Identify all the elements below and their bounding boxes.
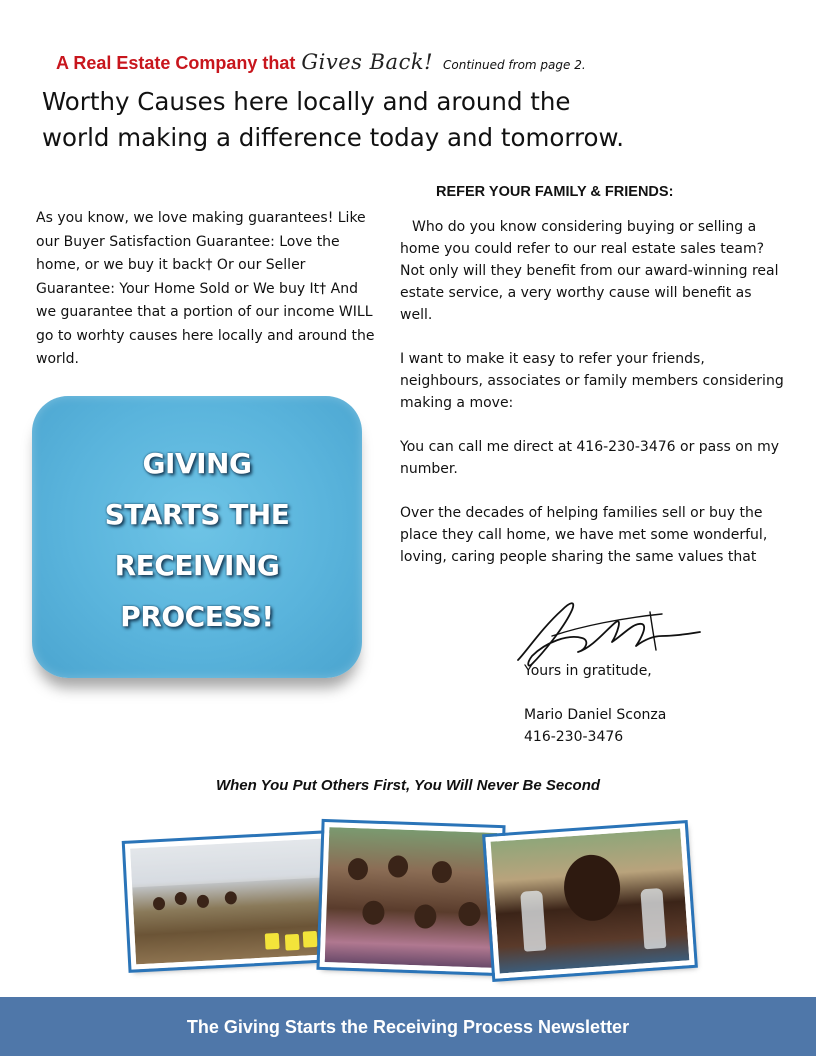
photo-child — [458, 902, 481, 927]
photo-bottle — [640, 888, 666, 949]
photo-children-at-well — [125, 832, 351, 969]
guarantees-paragraph: As you know, we love making guarantees! Like our Buyer Satisfaction Guarantee: Love the home, or we buy it back† Or our Seller Guarantee: Your Home Sold or We buy It† And we guarantee that a portion of our income WILL go to worhty causes here locally and around the world. — [36, 210, 375, 367]
photo-child — [388, 855, 409, 878]
photo-child — [174, 892, 187, 906]
giving-card — [32, 396, 362, 678]
refer-paragraph-1: Who do you know considering buying or selling a home you could refer to our real estate sales team? Not only will they benefit from our award-winning real estate service, a very worthy cause will benefit as well. — [400, 219, 779, 323]
giving-card-text: GIVING STARTS THE RECEIVING PROCESS! — [104, 447, 290, 633]
photo-jug — [303, 931, 318, 948]
refer-paragraph-2: I want to make it easy to refer your friends, neighbours, associates or family members considering making a move: — [400, 351, 784, 411]
closing-text: Yours in gratitude, — [524, 663, 652, 679]
footer-text: The Giving Starts the Receiving Process Newsletter — [186, 1017, 630, 1037]
refer-body — [400, 216, 784, 590]
gives-back-text: Gives Back! — [301, 50, 434, 74]
photo-child — [348, 858, 369, 881]
photo-jug — [265, 933, 280, 950]
photo-child — [362, 900, 385, 925]
photo-child — [414, 904, 437, 929]
photo-child — [197, 895, 210, 909]
photo-bottle — [520, 890, 546, 951]
photo-child — [432, 861, 453, 884]
refer-paragraph-4: Over the decades of helping families sell or buy the place they call home, we have met some wonderful, loving, caring people sharing the same values that — [400, 505, 768, 565]
photo-jug — [285, 934, 300, 951]
continued-note: Continued from page 2. — [443, 58, 586, 72]
refer-paragraph-3: You can call me direct at 416-230-3476 or pass on my number. — [400, 439, 780, 477]
footer-bar — [0, 997, 816, 1056]
photo-child — [153, 897, 166, 911]
brand-text: A Real Estate Company that — [56, 53, 296, 73]
page-headline — [42, 84, 782, 156]
photo-child — [562, 853, 622, 923]
header-line — [56, 50, 586, 74]
photo-child — [224, 891, 237, 905]
photo-group-of-children — [320, 822, 503, 973]
signer-phone: 416-230-3476 — [524, 729, 624, 745]
signer-name: Mario Daniel Sconza — [524, 707, 667, 723]
headline-line-1: Worthy Causes here locally and around the — [42, 87, 571, 116]
photo-sky — [130, 838, 342, 888]
headline-line-2: world making a difference today and tomorrow. — [42, 123, 625, 152]
signature-block — [524, 704, 666, 748]
tagline: When You Put Others First, You Will Never Be Second — [215, 777, 601, 794]
photo-child-with-bottle — [485, 823, 694, 979]
refer-heading: REFER YOUR FAMILY & FRIENDS: — [436, 184, 674, 200]
